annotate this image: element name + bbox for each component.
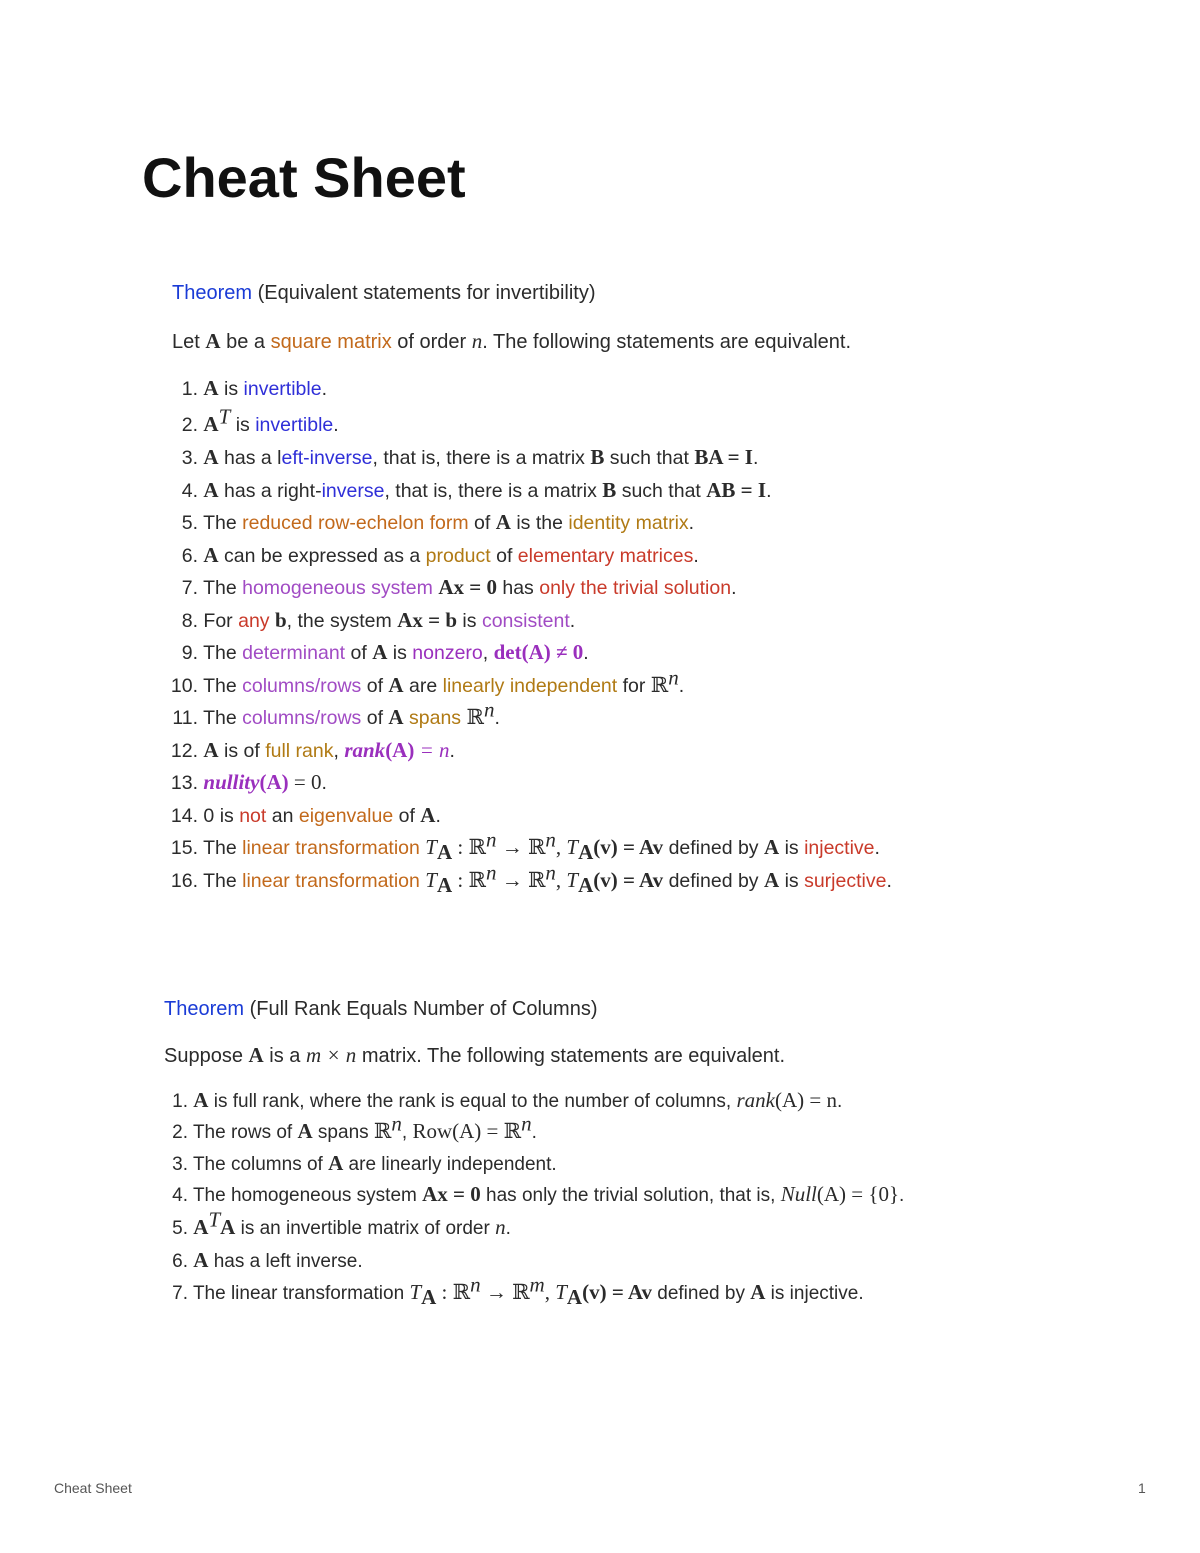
theorem-heading <box>172 278 892 308</box>
list-item: 6. A can be expressed as a product of elementary matrices. <box>181 543 699 567</box>
list-item: 13. nullity(A) = 0. <box>170 770 327 794</box>
list-item: 3. A has a left-inverse, that is, there is a matrix B such that BA = I. <box>181 445 759 469</box>
statement-list <box>163 374 892 898</box>
list-item: 6. A has a left inverse. <box>172 1248 363 1272</box>
list-item: 8. For any b, the system Ax = b is consistent. <box>181 608 576 632</box>
list-item: 9. The determinant of A is nonzero, det(A) ≠ 0. <box>181 640 589 664</box>
theorem-intro: Let A be a square matrix of order n. The following statements are equivalent. <box>172 329 852 353</box>
list-item: 3. The columns of A are linearly independent. <box>172 1151 557 1175</box>
list-item: 2. The rows of A spans ℝ$^n$, Row(A) = ℝ$^n$. <box>172 1111 537 1143</box>
theorem-intro: Suppose A is a m × n matrix. The following statements are equivalent. <box>164 1043 786 1067</box>
list-item: 7. The homogeneous system Ax = 0 has only the trivial solution. <box>181 575 737 599</box>
theorem-invertibility <box>172 278 892 898</box>
footer-title: Cheat Sheet <box>54 1480 132 1496</box>
list-item: 4. The homogeneous system Ax = 0 has only the trivial solution, that is, Null(A) = {0}. <box>172 1182 905 1206</box>
theorem-title: (Equivalent statements for invertibility) <box>257 282 596 304</box>
theorem-label: Theorem <box>164 998 245 1020</box>
list-item: 14. 0 is not an eigenvalue of A. <box>170 803 441 827</box>
list-item: 1. A is full rank, where the rank is equal to the number of columns, rank(A) = n. <box>172 1088 843 1112</box>
list-item: 16. The linear transformation $T_A$ : ℝ$^n$ → ℝ$^n$, $T_A(v) = Av$ defined by A is surjective. <box>170 860 892 897</box>
list-item: 4. A has a right-inverse, that is, there is a matrix B such that AB = I. <box>181 478 772 502</box>
theorem-heading <box>164 994 904 1024</box>
list-item: 7. The linear transformation $T_A$ : ℝ$^n$ → ℝ$^m$, $T_A(v) = Av$ defined by A is injective. <box>172 1272 864 1309</box>
theorem-label: Theorem <box>172 282 253 304</box>
list-item: 1. A is invertible. <box>181 376 327 400</box>
theorem-title: (Full Rank Equals Number of Columns) <box>249 998 598 1020</box>
list-item: 12. A is of full rank, rank(A) = n. <box>170 738 455 762</box>
page-number: 1 <box>1138 1480 1146 1496</box>
list-item: 11. The columns/rows of A spans ℝ$^n$. <box>172 697 500 729</box>
theorem-full-rank <box>164 994 904 1310</box>
statement-list <box>153 1086 904 1310</box>
list-item: 10. The columns/rows of A are linearly independent for ℝ$^n$. <box>170 665 685 697</box>
page-title: Cheat Sheet <box>142 146 466 209</box>
list-item: 2. $A^T$ is invertible. <box>181 404 339 436</box>
list-item: 5. $A^TA$ is an invertible matrix of order n. <box>172 1207 511 1239</box>
list-item: 15. The linear transformation $T_A$ : ℝ$^n$ → ℝ$^n$, $T_A(v) = Av$ defined by A is injective. <box>170 827 880 864</box>
list-item: 5. The reduced row-echelon form of A is the identity matrix. <box>181 510 695 534</box>
